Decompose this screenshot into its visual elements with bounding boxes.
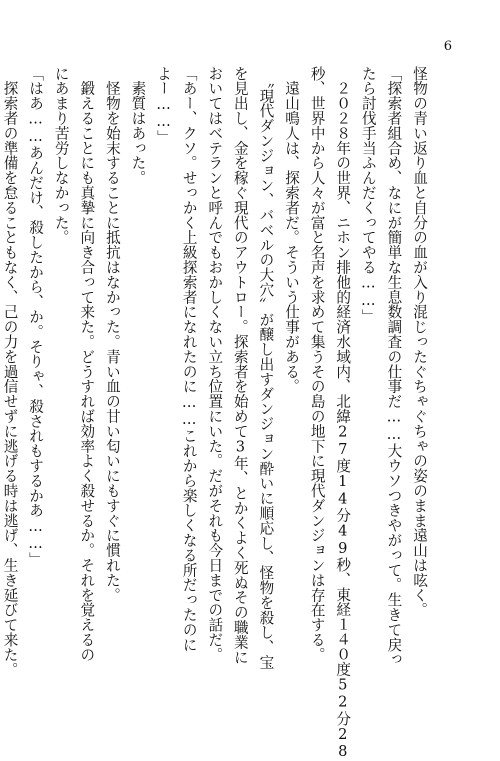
vertical-text-block <box>1 66 432 761</box>
text-line-1: 怪物の青い返り血と自分の血が入り混じったぐちゃぐちゃの姿のまま遠山は呟く。 <box>411 66 428 618</box>
text-line-16: 「はあ……あんだけ、殺したから、か。そりゃ、殺されもするかあ……」 <box>27 66 45 568</box>
text-line-12: 素質はあった。 <box>129 66 147 186</box>
text-line-13: 怪物を始末することに抵抗はなかった。青い血の甘い匂いにもすぐに慣れた。 <box>103 66 121 603</box>
text-line-17: 探索者の準備を怠ることもなく、己の力を過信せずに逃げる時は逃げ、生き延びて来た。 <box>1 66 19 677</box>
page-number: 6 <box>443 39 452 54</box>
text-line-2: 「探索者組合め、なにが簡単な生息数調査の仕事だ……大ウソつきやがって。生きて戻っ <box>385 66 403 667</box>
text-line-10: 「あー、クソ。せっかく上級探索者になれたのに……これから楽しくなる所だったのに <box>180 66 198 652</box>
text-line-3: たら討伐手当ふんだくってやる……」 <box>359 66 377 325</box>
text-line-14: 鍛えることにも真摯に向き合って来た。どうすれば効率よく殺せるか。それを覚えるの <box>78 66 96 662</box>
text-line-4: ２０２８年の世界、ニホン排他的経済水域内、北緯27度14分49秒、東経１４０度52分28 <box>334 66 352 761</box>
text-line-9: おいてはベテランと呼んでもおかしくない立ち位置にいた。だがそれも今日までの話だ。 <box>206 66 224 662</box>
text-line-15: にあまり苦労しなかった。 <box>52 66 70 245</box>
text-line-7: 〝現代ダンジョン、バベルの大穴〟が醸し出すダンジョン酔いに順応し、怪物を殺し、宝 <box>257 66 275 670</box>
text-line-5: 秒、世界中から人々が富と名声を求めて集うその島の地下に現代ダンジョンは存在する。 <box>308 66 326 662</box>
text-line-8: を見出し、金を稼ぐ現代のアウトロー。探索者を始めて3年、とかくよく死ぬその職業に <box>231 66 249 665</box>
text-line-11: よー……」 <box>155 66 173 146</box>
text-line-6: 遠山鳴人は、探索者だ。そういう仕事がある。 <box>283 66 301 394</box>
